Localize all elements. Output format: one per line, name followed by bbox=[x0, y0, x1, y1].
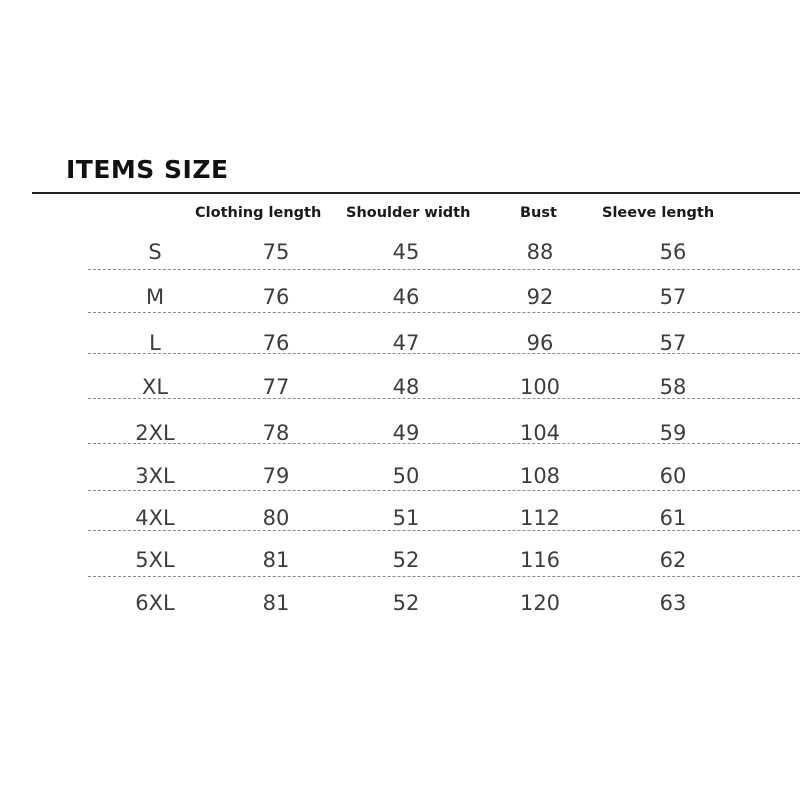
column-header: Shoulder width bbox=[346, 205, 471, 221]
size-label: S bbox=[148, 240, 162, 264]
measurement-cell: 57 bbox=[659, 285, 687, 309]
size-label: 4XL bbox=[135, 506, 175, 530]
row-divider bbox=[88, 269, 800, 270]
row-divider bbox=[88, 530, 800, 531]
measurement-cell: 47 bbox=[392, 331, 420, 355]
measurement-cell: 81 bbox=[262, 548, 290, 572]
measurement-cell: 52 bbox=[392, 548, 420, 572]
size-label: L bbox=[149, 331, 161, 355]
page-title: ITEMS SIZE bbox=[66, 155, 229, 184]
measurement-cell: 45 bbox=[392, 240, 420, 264]
measurement-cell: 57 bbox=[659, 331, 687, 355]
measurement-cell: 60 bbox=[659, 464, 687, 488]
measurement-cell: 108 bbox=[519, 464, 561, 488]
size-label: 6XL bbox=[135, 591, 175, 615]
row-divider bbox=[88, 398, 800, 399]
measurement-cell: 76 bbox=[262, 331, 290, 355]
measurement-cell: 62 bbox=[659, 548, 687, 572]
measurement-cell: 80 bbox=[262, 506, 290, 530]
measurement-cell: 100 bbox=[519, 375, 561, 399]
measurement-cell: 76 bbox=[262, 285, 290, 309]
size-label: 2XL bbox=[135, 421, 175, 445]
measurement-cell: 61 bbox=[659, 506, 687, 530]
row-divider bbox=[88, 490, 800, 491]
measurement-cell: 112 bbox=[519, 506, 561, 530]
row-divider bbox=[88, 443, 800, 444]
measurement-cell: 75 bbox=[262, 240, 290, 264]
measurement-cell: 51 bbox=[392, 506, 420, 530]
measurement-cell: 81 bbox=[262, 591, 290, 615]
measurement-cell: 88 bbox=[526, 240, 554, 264]
measurement-cell: 92 bbox=[526, 285, 554, 309]
measurement-cell: 79 bbox=[262, 464, 290, 488]
size-label: 3XL bbox=[135, 464, 175, 488]
measurement-cell: 50 bbox=[392, 464, 420, 488]
size-label: 5XL bbox=[135, 548, 175, 572]
measurement-cell: 52 bbox=[392, 591, 420, 615]
measurement-cell: 48 bbox=[392, 375, 420, 399]
measurement-cell: 63 bbox=[659, 591, 687, 615]
size-label: XL bbox=[141, 375, 169, 399]
measurement-cell: 104 bbox=[519, 421, 561, 445]
measurement-cell: 96 bbox=[526, 331, 554, 355]
column-header: Sleeve length bbox=[602, 205, 715, 221]
measurement-cell: 49 bbox=[392, 421, 420, 445]
measurement-cell: 77 bbox=[262, 375, 290, 399]
measurement-cell: 59 bbox=[659, 421, 687, 445]
measurement-cell: 78 bbox=[262, 421, 290, 445]
measurement-cell: 46 bbox=[392, 285, 420, 309]
size-label: M bbox=[145, 285, 165, 309]
column-header: Bust bbox=[520, 205, 557, 221]
row-divider bbox=[88, 576, 800, 577]
row-divider bbox=[88, 353, 800, 354]
row-divider bbox=[88, 312, 800, 313]
measurement-cell: 58 bbox=[659, 375, 687, 399]
measurement-cell: 116 bbox=[519, 548, 561, 572]
column-header: Clothing length bbox=[195, 205, 322, 221]
measurement-cell: 56 bbox=[659, 240, 687, 264]
measurement-cell: 120 bbox=[519, 591, 561, 615]
title-underline bbox=[32, 192, 800, 194]
